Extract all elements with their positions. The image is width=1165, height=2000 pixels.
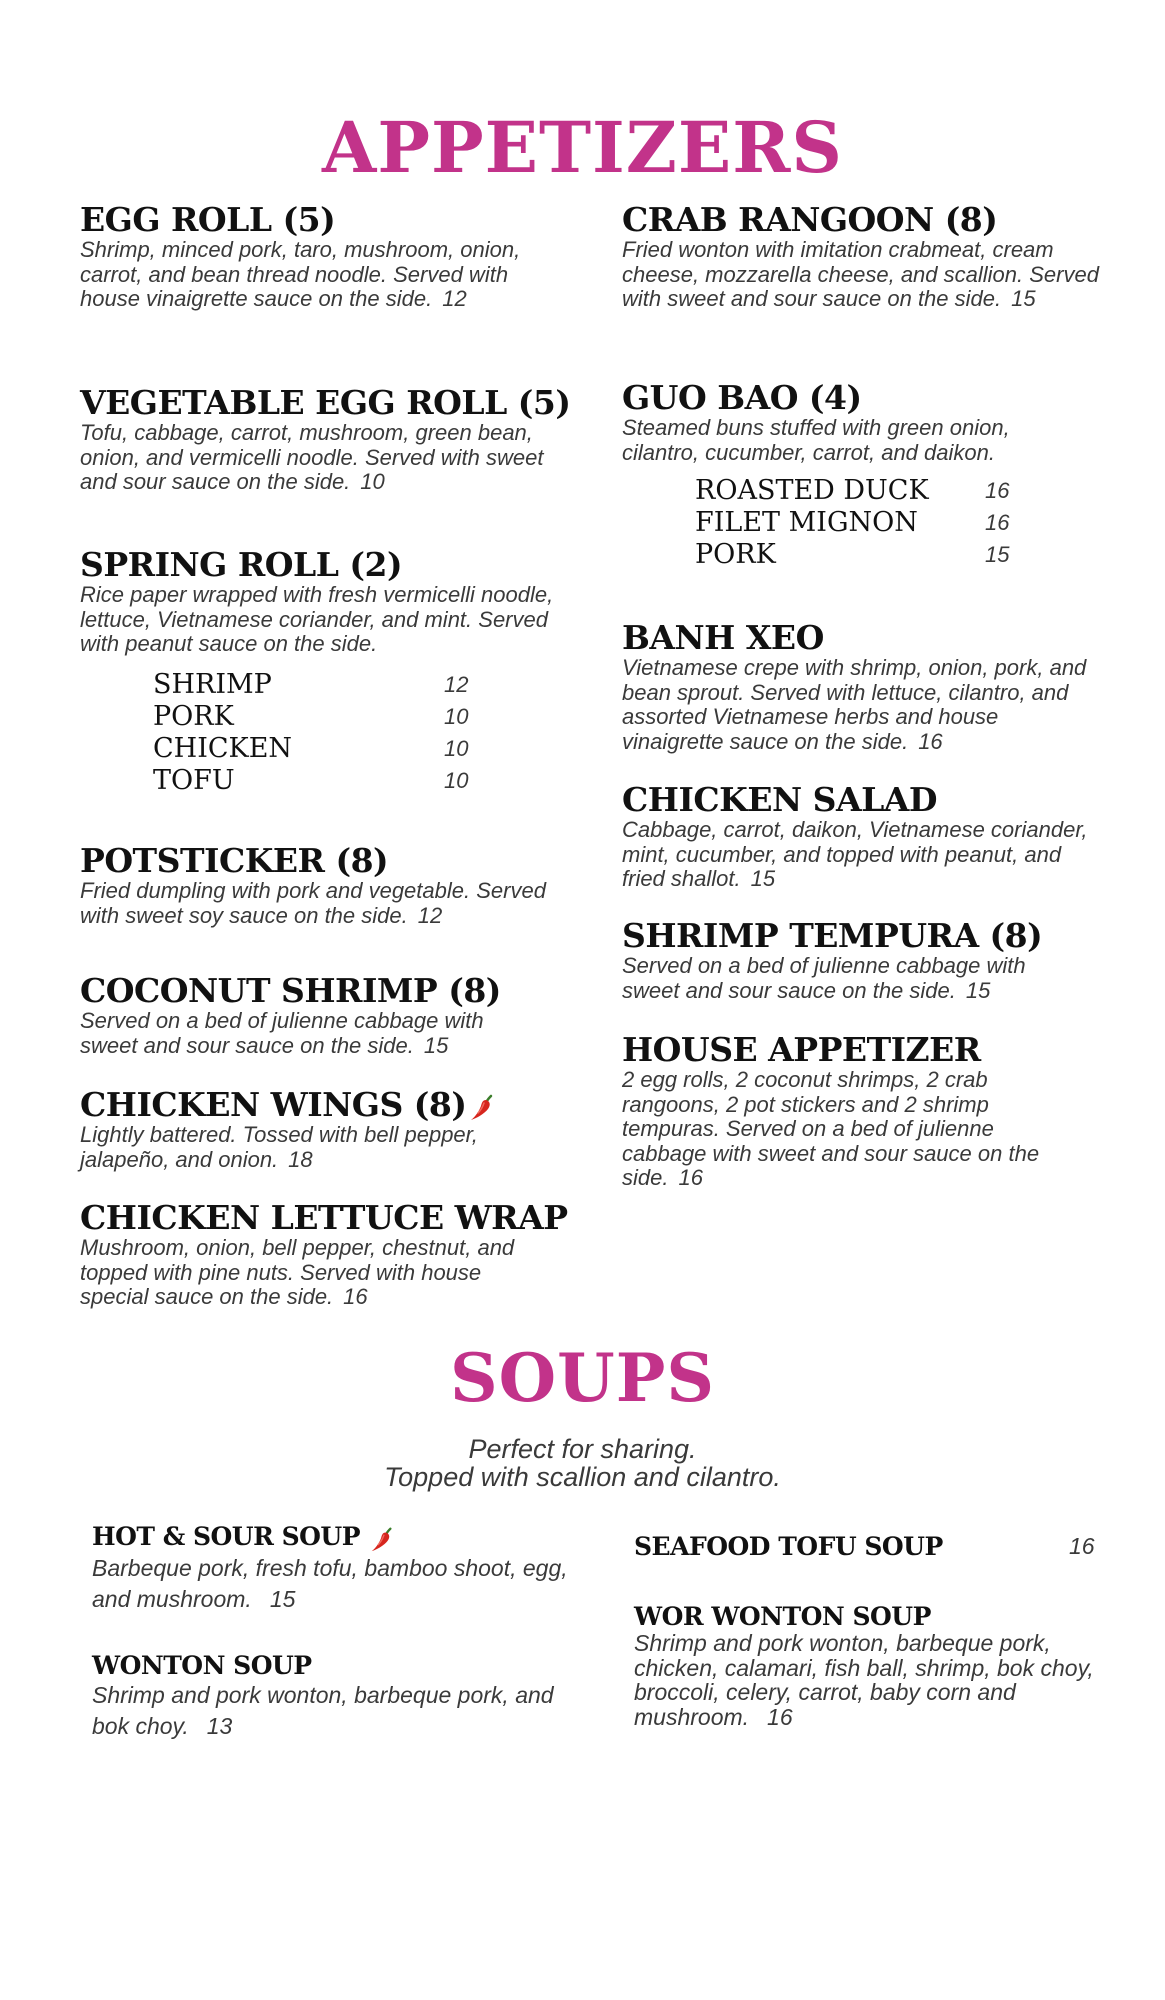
item-price: 12 bbox=[442, 286, 467, 311]
soup-item bbox=[634, 1603, 1104, 1729]
appetizers-title: APPETIZERS bbox=[322, 106, 843, 189]
soups-subtitle bbox=[0, 1435, 1165, 1491]
soup-item bbox=[634, 1533, 1104, 1565]
item-price: 13 bbox=[206, 1713, 233, 1739]
item-description: Mushroom, onion, bell pepper, chestnut, and topped with pine nuts. Served with house special sauce on the side. 16 bbox=[80, 1235, 515, 1309]
menu-item bbox=[622, 380, 1092, 571]
subtitle-line: Perfect for sharing. bbox=[468, 1434, 697, 1464]
item-name: HOUSE APPETIZER bbox=[622, 1030, 981, 1069]
menu-item bbox=[622, 782, 1092, 892]
item-description: Shrimp and pork wonton, barbeque pork, chicken, calamari, fish ball, shrimp, bok choy, broccoli, celery, carrot, baby corn and mushroom. 16 bbox=[634, 1630, 1094, 1730]
item-description: Shrimp and pork wonton, barbeque pork, and bok choy. 13 bbox=[92, 1682, 554, 1739]
option-price: 10 bbox=[444, 703, 469, 729]
menu-item bbox=[80, 547, 570, 797]
item-description: Fried dumpling with pork and vegetable. Served with sweet soy sauce on the side. 12 bbox=[80, 878, 546, 928]
menu-item bbox=[622, 620, 1102, 754]
option-name: TOFU bbox=[153, 764, 235, 796]
item-description: Lightly battered. Tossed with bell pepper, jalapeño, and onion. 18 bbox=[80, 1122, 478, 1172]
item-price: 15 bbox=[1011, 286, 1036, 311]
item-name: CHICKEN WINGS (8) bbox=[80, 1087, 530, 1123]
menu-item bbox=[80, 843, 580, 928]
option-row bbox=[695, 475, 1092, 507]
option-price: 10 bbox=[444, 735, 469, 761]
option-row bbox=[153, 765, 570, 797]
item-price: 15 bbox=[965, 977, 991, 1003]
item-price: 10 bbox=[360, 469, 385, 494]
option-list bbox=[695, 475, 1092, 571]
item-name: WONTON SOUP bbox=[92, 1651, 312, 1680]
item-price: 16 bbox=[678, 1165, 703, 1190]
item-description: Rice paper wrapped with fresh vermicelli noodle, lettuce, Vietnamese coriander, and mint. Served with peanut sauce on the side. bbox=[80, 582, 554, 656]
item-description: 2 egg rolls, 2 coconut shrimps, 2 crab rangoons, 2 pot stickers and 2 shrimp tempuras. Served on a bed of julienne cabbage with sweet and sour sauce on the side. 16 bbox=[622, 1067, 1040, 1190]
option-name: CHICKEN bbox=[153, 732, 293, 764]
item-description: Steamed buns stuffed with green onion, cilantro, cucumber, carrot, and daikon. bbox=[622, 415, 1010, 465]
item-name: SHRIMP TEMPURA (8) bbox=[622, 916, 1043, 955]
option-name: PORK bbox=[695, 539, 776, 570]
item-description: Vietnamese crepe with shrimp, onion, pork, and bean sprout. Served with lettuce, cilantro, and assorted Vietnamese herbs and house vinaigrette sauce on the side. 16 bbox=[622, 655, 1087, 754]
item-name: VEGETABLE EGG ROLL (5) bbox=[80, 383, 571, 422]
item-name: WOR WONTON SOUP bbox=[634, 1602, 931, 1631]
option-price: 12 bbox=[444, 671, 469, 697]
option-row bbox=[695, 539, 1092, 571]
option-row bbox=[153, 733, 570, 765]
menu-item bbox=[80, 1198, 568, 1310]
item-name: COCONUT SHRIMP (8) bbox=[80, 971, 501, 1010]
menu-item bbox=[622, 918, 1082, 1003]
menu-item bbox=[622, 1032, 1072, 1191]
option-price: 15 bbox=[985, 542, 1010, 567]
item-name: POTSTICKER (8) bbox=[80, 841, 389, 880]
item-price: 12 bbox=[417, 902, 443, 928]
option-name: FILET MIGNON bbox=[695, 507, 918, 538]
option-row bbox=[153, 701, 570, 733]
item-name: CHICKEN SALAD bbox=[622, 780, 937, 819]
item-price: 16 bbox=[918, 728, 943, 754]
item-name: CHICKEN LETTUCE WRAP bbox=[80, 1198, 568, 1237]
menu-item bbox=[80, 202, 560, 312]
option-price: 16 bbox=[985, 478, 1010, 503]
item-name: HOT & SOUR SOUP bbox=[92, 1523, 572, 1553]
item-price: 18 bbox=[288, 1146, 313, 1172]
option-row bbox=[153, 669, 570, 701]
item-name: BANH XEO bbox=[622, 618, 824, 657]
option-name: SHRIMP bbox=[153, 668, 272, 700]
item-price: 15 bbox=[750, 866, 776, 891]
option-price: 10 bbox=[444, 767, 469, 793]
soup-item bbox=[92, 1523, 572, 1615]
item-description: Cabbage, carrot, daikon, Vietnamese coriander, mint, cucumber, and topped with peanut, and fried shallot. 15 bbox=[622, 817, 1088, 891]
item-description: Fried wonton with imitation crabmeat, cream cheese, mozzarella cheese, and scallion. Served with sweet and sour sauce on the side. 15 bbox=[622, 237, 1099, 311]
menu-item bbox=[80, 1087, 530, 1172]
item-price: 15 bbox=[423, 1032, 449, 1058]
item-price: 16 bbox=[767, 1703, 793, 1730]
menu-item bbox=[622, 202, 1102, 312]
item-description: Served on a bed of julienne cabbage with sweet and sour sauce on the side. 15 bbox=[80, 1008, 484, 1058]
menu-item bbox=[80, 973, 520, 1058]
option-price: 16 bbox=[985, 510, 1010, 535]
item-description: Tofu, cabbage, carrot, mushroom, green bean, onion, and vermicelli noodle. Served with sweet and sour sauce on the side. 10 bbox=[80, 420, 544, 494]
option-row bbox=[695, 507, 1092, 539]
chili-pepper-icon bbox=[467, 1092, 497, 1122]
item-description: Barbeque pork, fresh tofu, bamboo shoot, egg, and mushroom. 15 bbox=[92, 1554, 568, 1612]
item-name: EGG ROLL (5) bbox=[80, 200, 336, 239]
item-name: SEAFOOD TOFU SOUP bbox=[634, 1532, 943, 1561]
soup-item bbox=[92, 1652, 572, 1742]
soups-title: SOUPS bbox=[449, 1339, 715, 1417]
subtitle-line: Topped with scallion and cilantro. bbox=[384, 1462, 781, 1492]
item-description: Shrimp, minced pork, taro, mushroom, onion, carrot, and bean thread noodle. Served with house vinaigrette sauce on the side. 12 bbox=[80, 237, 521, 311]
item-name: CRAB RANGOON (8) bbox=[622, 200, 998, 239]
option-list bbox=[153, 669, 570, 797]
option-name: PORK bbox=[153, 700, 234, 732]
option-name: ROASTED DUCK bbox=[695, 475, 929, 506]
item-name: SPRING ROLL (2) bbox=[80, 545, 403, 584]
item-price: 16 bbox=[343, 1284, 368, 1309]
item-description: Served on a bed of julienne cabbage with sweet and sour sauce on the side. 15 bbox=[622, 953, 1026, 1003]
item-name: GUO BAO (4) bbox=[622, 378, 862, 417]
chili-pepper-icon bbox=[368, 1525, 396, 1553]
item-price: 16 bbox=[1069, 1533, 1095, 1559]
menu-item bbox=[80, 383, 571, 495]
item-price: 15 bbox=[269, 1585, 296, 1612]
